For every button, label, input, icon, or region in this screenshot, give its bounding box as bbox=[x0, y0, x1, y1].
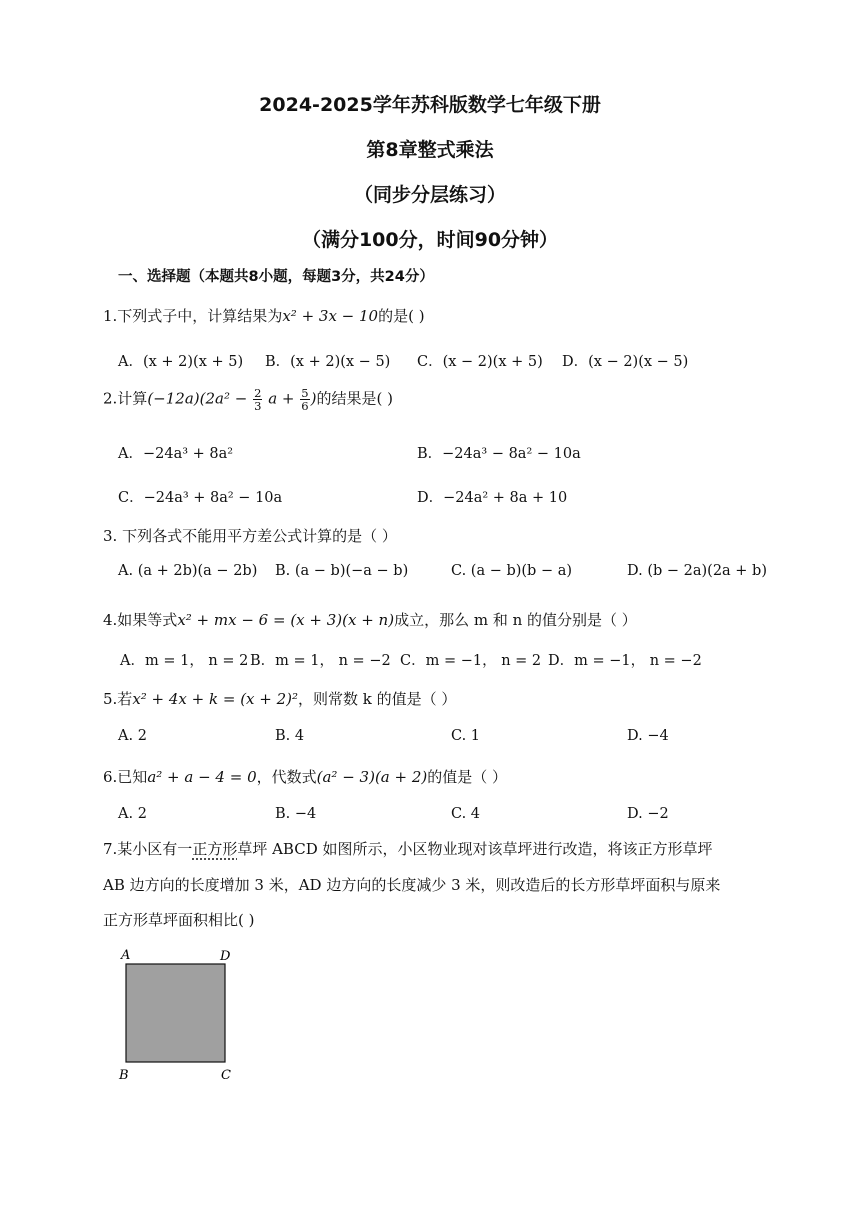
question-5-option-c: C. 1 bbox=[451, 728, 481, 744]
emphasis-square: 正方形 bbox=[192, 840, 238, 858]
question-2-option-b: B．−24a³ − 8a² − 10a bbox=[417, 446, 581, 462]
square-lawn bbox=[126, 964, 225, 1062]
vertex-c-label: C bbox=[221, 1068, 231, 1083]
question-3-option-a: A. (a + 2b)(a − 2b) bbox=[118, 563, 258, 579]
score-time-note: （满分100分，时间90分钟） bbox=[301, 229, 559, 251]
question-2-stem: 2.计算(−12a)(2a² − $\frac{2}{3}$ a + $\frac{5}{6}$ )的结果是( ) bbox=[103, 386, 393, 414]
question-3-stem: 3. 下列各式不能用平方差公式计算的是（ ） bbox=[103, 527, 397, 545]
question-3-option-b: B. (a − b)(−a − b) bbox=[275, 563, 409, 579]
question-6-option-a: A. 2 bbox=[118, 806, 147, 822]
question-2-option-d: D．−24a² + 8a + 10 bbox=[417, 490, 568, 506]
question-5-option-a: A. 2 bbox=[118, 728, 147, 744]
question-6-option-d: D. −2 bbox=[627, 806, 669, 822]
question-1-stem: 1.下列式子中，计算结果为x² + 3x − 10的是( ) bbox=[103, 307, 425, 325]
practice-subtitle: （同步分层练习） bbox=[353, 184, 506, 206]
section-heading: 一、选择题（本题共8小题，每题3分，共24分） bbox=[118, 269, 434, 285]
question-3-option-d: D. (b − 2a)(2a + b) bbox=[627, 563, 767, 579]
chapter-title: 第8章整式乘法 bbox=[366, 139, 494, 161]
question-3-option-c: C. (a − b)(b − a) bbox=[451, 563, 573, 579]
question-4-option-d: D．m = −1， n = −2 bbox=[548, 653, 702, 669]
question-4-option-a: A．m = 1， n = 2 bbox=[120, 653, 249, 669]
question-2-option-c: C．−24a³ + 8a² − 10a bbox=[118, 490, 283, 506]
question-5-stem: 5.若x² + 4x + k = (x + 2)²，则常数 k 的值是（ ） bbox=[103, 690, 457, 708]
question-1-option-c: C．(x − 2)(x + 5) bbox=[417, 354, 543, 370]
question-6-stem: 6.已知a² + a − 4 = 0，代数式(a² − 3)(a + 2)的值是（ ） bbox=[103, 768, 508, 786]
question-1-option-b: B．(x + 2)(x − 5) bbox=[265, 354, 391, 370]
question-4-option-c: C．m = −1， n = 2 bbox=[400, 653, 542, 669]
question-2-option-a: A．−24a³ + 8a² bbox=[118, 446, 234, 462]
square-abcd-figure bbox=[115, 945, 245, 1085]
vertex-a-label: A bbox=[121, 948, 131, 963]
question-7-line-1: 7.某小区有一正方形草坪 ABCD 如图所示，小区物业现对该草坪进行改造，将该正方形草坪 bbox=[103, 840, 713, 858]
question-7-line-2: AB 边方向的长度增加 3 米，AD 边方向的长度减少 3 米，则改造后的长方形草坪面积与原来 bbox=[103, 876, 721, 894]
exam-title: 2024-2025学年苏科版数学七年级下册 bbox=[259, 94, 601, 116]
question-1-option-a: A．(x + 2)(x + 5) bbox=[118, 354, 244, 370]
question-7-line-3: 正方形草坪面积相比( ) bbox=[103, 911, 255, 929]
fraction-five-sixths: $\frac{5}{6}$ bbox=[301, 386, 309, 414]
question-1-option-d: D．(x − 2)(x − 5) bbox=[562, 354, 689, 370]
question-4-option-b: B．m = 1， n = −2 bbox=[250, 653, 391, 669]
vertex-b-label: B bbox=[119, 1068, 129, 1083]
vertex-d-label: D bbox=[220, 949, 231, 964]
question-5-option-d: D. −4 bbox=[627, 728, 669, 744]
fraction-two-thirds: $\frac{2}{3}$ bbox=[254, 386, 262, 414]
question-6-option-b: B. −4 bbox=[275, 806, 317, 822]
question-5-option-b: B. 4 bbox=[275, 728, 305, 744]
question-4-stem: 4.如果等式x² + mx − 6 = (x + 3)(x + n)成立，那么 m 和 n 的值分别是（ ） bbox=[103, 611, 637, 629]
question-6-option-c: C. 4 bbox=[451, 806, 481, 822]
